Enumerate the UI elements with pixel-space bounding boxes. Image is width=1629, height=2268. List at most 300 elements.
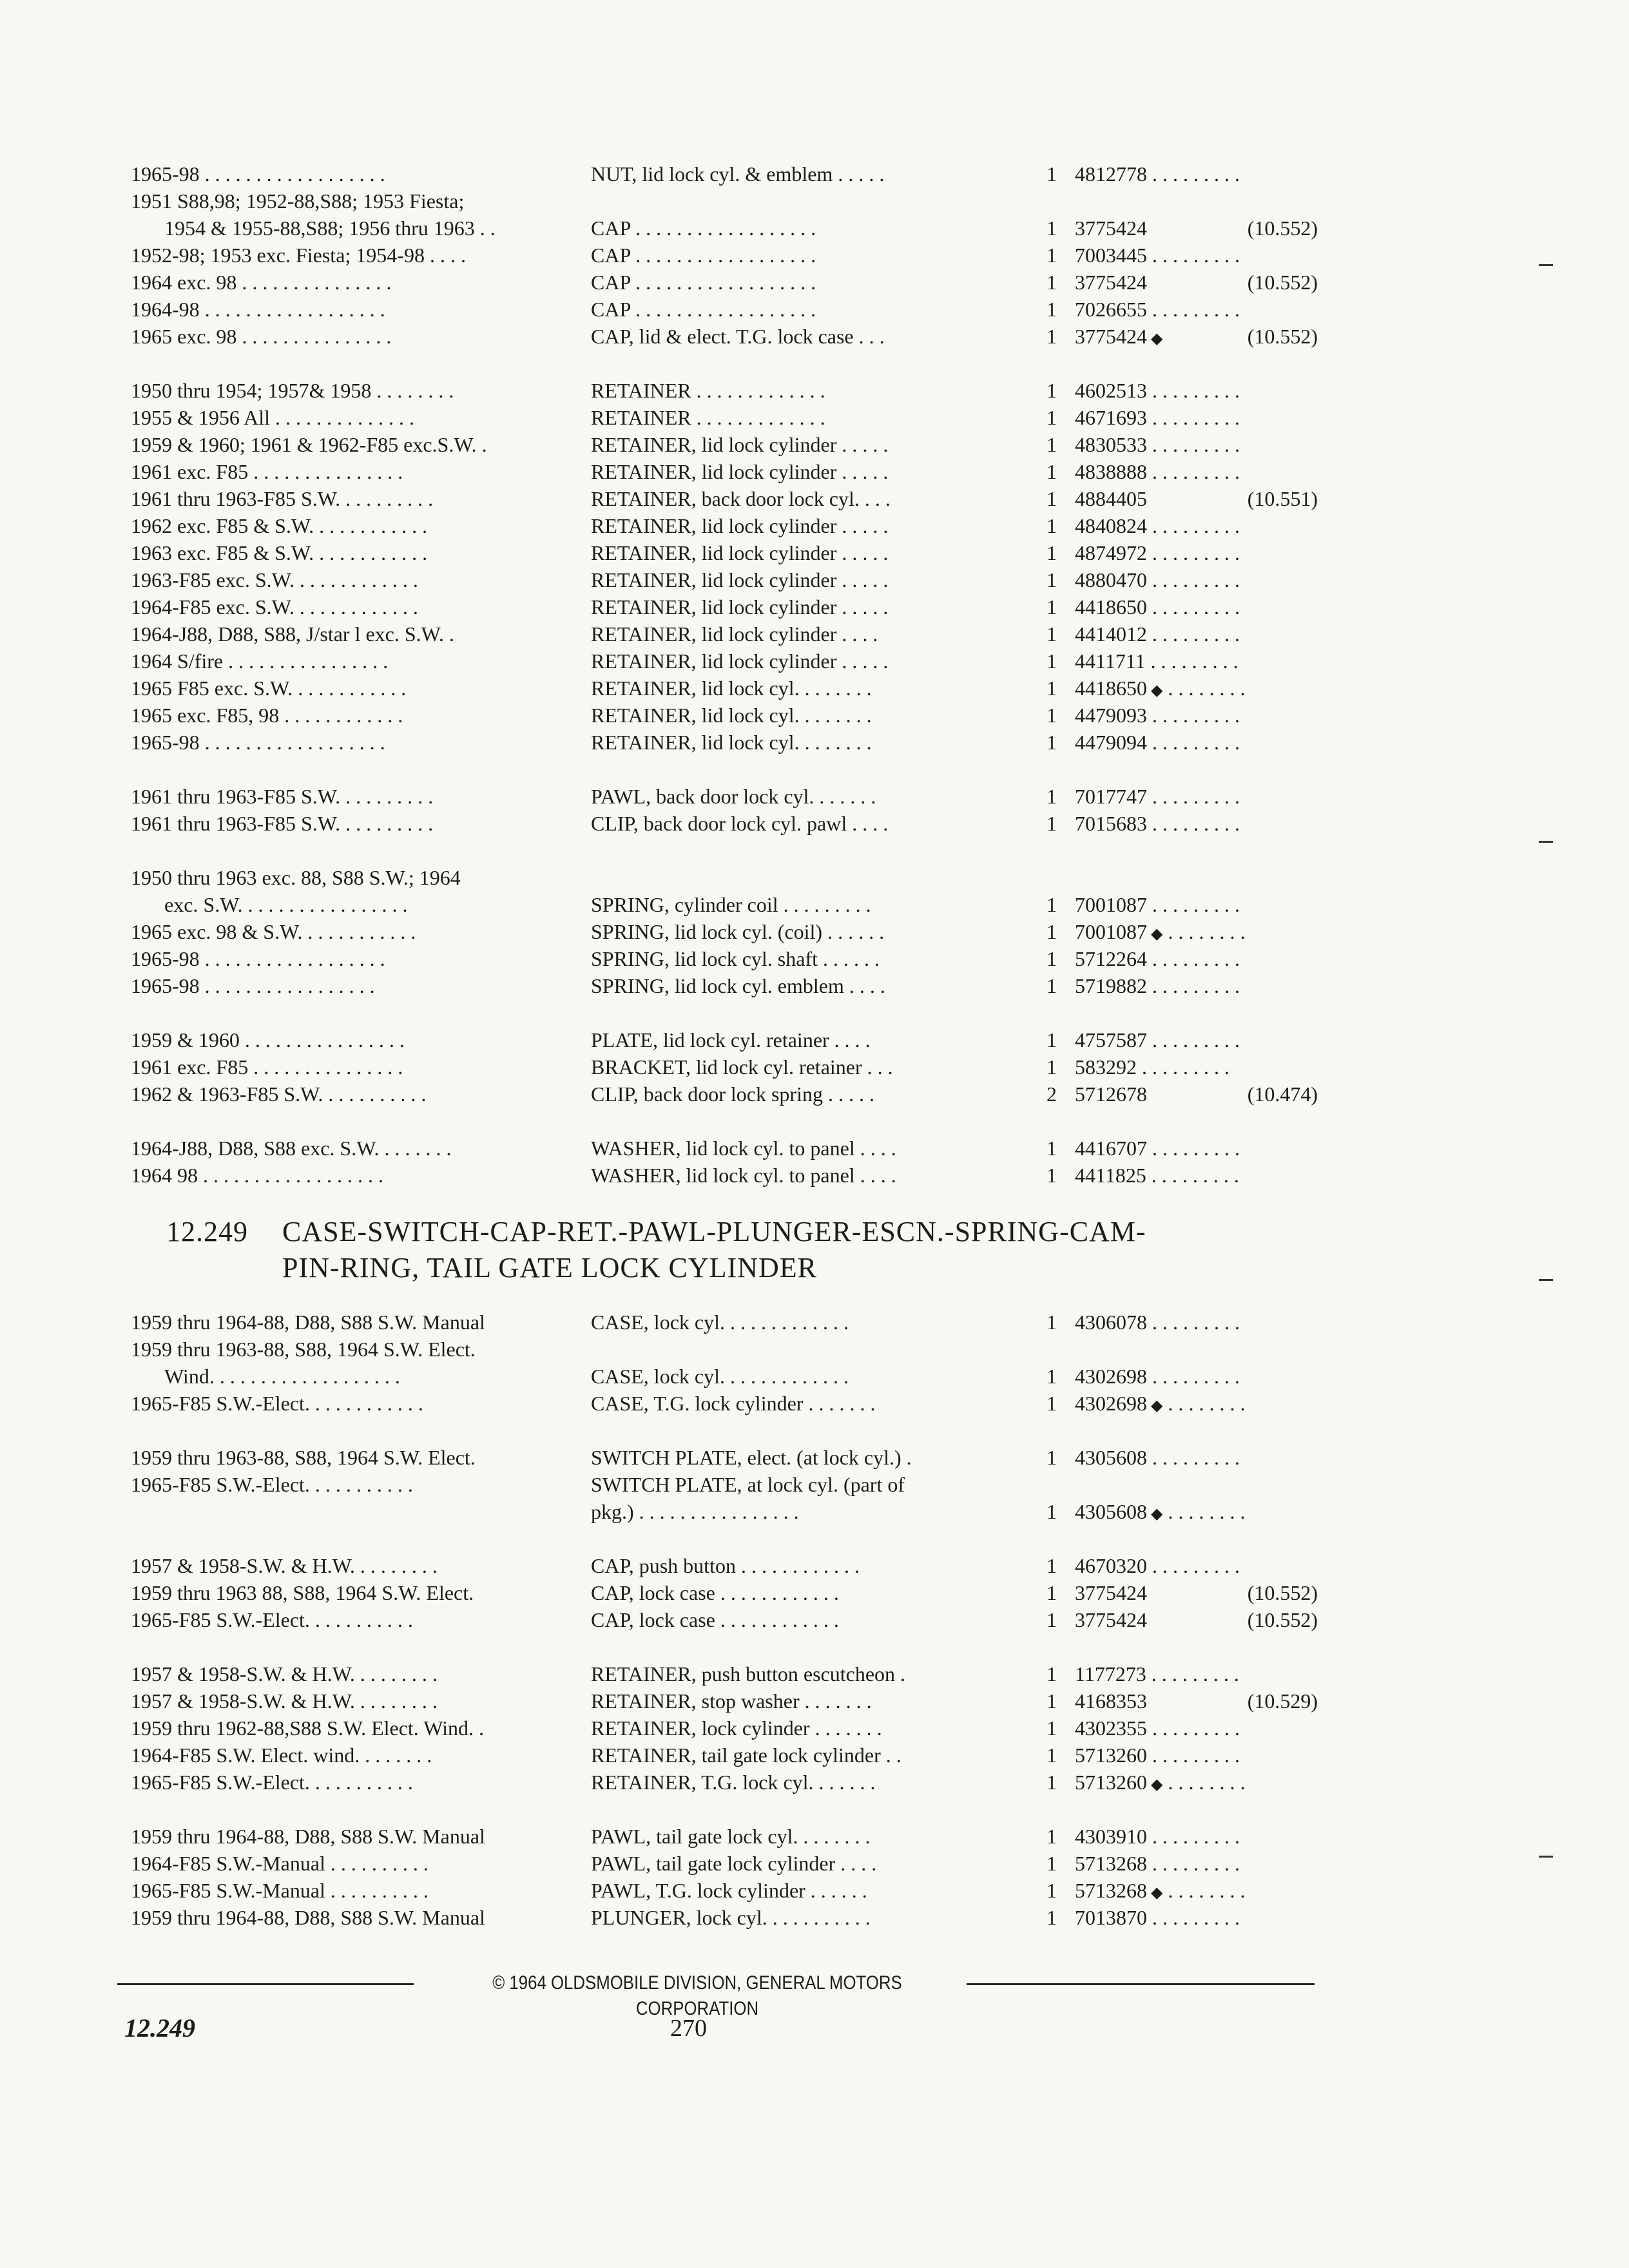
quantity: 1 <box>1046 1716 1057 1740</box>
quantity: 1 <box>1046 541 1057 564</box>
part-number-text: 7001087 <box>1075 920 1147 943</box>
part-description: CAP, push button . . . . . . . . . . . . <box>591 1554 860 1577</box>
part-number <box>1075 540 1315 566</box>
part-description: RETAINER, lid lock cylinder . . . . . <box>591 595 889 619</box>
application-text: 1965-98 . . . . . . . . . . . . . . . . . <box>131 974 375 997</box>
part-description: RETAINER, lid lock cylinder . . . . . <box>591 541 889 564</box>
part-description: SWITCH PLATE, at lock cyl. (part of <box>591 1473 905 1496</box>
margin-tick <box>1539 1279 1553 1281</box>
parts-row <box>0 1336 1629 1362</box>
parts-row <box>0 567 1629 593</box>
quantity: 1 <box>1046 1744 1057 1767</box>
part-number <box>1075 892 1315 918</box>
part-description: CAP . . . . . . . . . . . . . . . . . . <box>591 298 816 321</box>
part-number-text: 4880470 . . . . . . . . . <box>1075 568 1240 591</box>
parts-row <box>0 675 1629 701</box>
quantity: 1 <box>1046 568 1057 591</box>
part-number-text: 5712678 <box>1075 1082 1147 1106</box>
part-number-text: 4874972 . . . . . . . . . <box>1075 541 1240 564</box>
quantity: 1 <box>1046 1771 1057 1794</box>
parts-row <box>0 540 1629 566</box>
application-text: 1965-F85 S.W.-Elect. . . . . . . . . . . <box>131 1608 413 1631</box>
part-description: RETAINER, lid lock cyl. . . . . . . . <box>591 731 872 754</box>
part-number-text: 4416707 . . . . . . . . . <box>1075 1137 1240 1160</box>
part-number-text: 4602513 . . . . . . . . . <box>1075 379 1240 402</box>
parts-row <box>0 1135 1629 1161</box>
parts-row <box>0 1390 1629 1416</box>
part-number <box>1075 432 1315 457</box>
parts-row <box>0 405 1629 430</box>
reference-section: (10.552) <box>1221 269 1318 295</box>
part-number <box>1075 729 1315 755</box>
diamond-marker-icon: ◆ <box>1147 926 1163 943</box>
quantity: 1 <box>1046 1581 1057 1604</box>
part-number <box>1075 1054 1315 1080</box>
reference-section: (10.474) <box>1221 1081 1318 1107</box>
part-number <box>1075 513 1315 539</box>
margin-tick <box>1539 264 1553 266</box>
quantity: 1 <box>1046 1311 1057 1334</box>
part-number <box>1075 242 1315 268</box>
application-text: 1965-98 . . . . . . . . . . . . . . . . . . <box>131 162 385 186</box>
part-number-text: 7015683 . . . . . . . . . <box>1075 812 1240 835</box>
quantity: 1 <box>1046 487 1057 510</box>
application-text: 1957 & 1958-S.W. & H.W. . . . . . . . . <box>131 1662 438 1686</box>
quantity: 1 <box>1046 785 1057 808</box>
reference-section: (10.552) <box>1221 323 1318 349</box>
parts-row <box>0 729 1629 755</box>
parts-row <box>0 459 1629 485</box>
part-number-text: 4305608 . . . . . . . . . <box>1075 1446 1240 1469</box>
part-description: NUT, lid lock cyl. & emblem . . . . . <box>591 162 885 186</box>
part-number <box>1075 1162 1315 1188</box>
application-text: 1962 & 1963-F85 S.W. . . . . . . . . . . <box>131 1082 427 1106</box>
parts-row <box>0 1715 1629 1741</box>
section-title-line-2: PIN-RING, TAIL GATE LOCK CYLINDER <box>282 1252 817 1283</box>
part-description: SPRING, lid lock cyl. emblem . . . . <box>591 974 885 997</box>
part-number <box>1075 1553 1315 1579</box>
parts-row <box>0 702 1629 728</box>
application-text: exc. S.W. . . . . . . . . . . . . . . . . <box>164 893 408 916</box>
footer-section-ref: 12.249 <box>124 2013 195 2042</box>
reference-section: (10.551) <box>1221 486 1318 512</box>
application-text: 1957 & 1958-S.W. & H.W. . . . . . . . . <box>131 1554 438 1577</box>
part-description: CLIP, back door lock cyl. pawl . . . . <box>591 812 889 835</box>
parts-row <box>0 486 1629 512</box>
parts-row <box>0 161 1629 187</box>
parts-row <box>0 594 1629 620</box>
part-number-text: 7003445 . . . . . . . . . <box>1075 244 1240 267</box>
quantity: 1 <box>1046 1164 1057 1187</box>
application-text: Wind. . . . . . . . . . . . . . . . . . . <box>164 1365 400 1388</box>
quantity: 1 <box>1046 244 1057 267</box>
application-text: 1950 thru 1963 exc. 88, S88 S.W.; 1964 <box>131 866 461 889</box>
reference-section: (10.552) <box>1221 1607 1318 1633</box>
diamond-marker-icon: ◆ <box>1147 682 1163 699</box>
part-number-text: 4479093 . . . . . . . . . <box>1075 704 1240 727</box>
part-description: RETAINER . . . . . . . . . . . . . <box>591 406 825 429</box>
leader-dots: . . . . . . . . <box>1162 677 1246 700</box>
part-description: PLUNGER, lock cyl. . . . . . . . . . . <box>591 1906 871 1929</box>
part-number-text: 5713268 . . . . . . . . . <box>1075 1852 1240 1875</box>
parts-row <box>0 1607 1629 1633</box>
part-number <box>1075 1309 1315 1335</box>
quantity: 1 <box>1046 1662 1057 1686</box>
part-number <box>1075 811 1315 836</box>
quantity: 1 <box>1046 298 1057 321</box>
parts-row <box>0 1661 1629 1687</box>
application-text: 1964-F85 S.W.-Manual . . . . . . . . . . <box>131 1852 429 1875</box>
part-number <box>1075 1363 1315 1389</box>
part-number <box>1075 459 1315 485</box>
quantity: 1 <box>1046 812 1057 835</box>
footer-rule-right <box>967 1983 1315 1985</box>
part-description: RETAINER, lid lock cylinder . . . . . <box>591 649 889 673</box>
parts-row <box>0 1553 1629 1579</box>
parts-row <box>0 783 1629 809</box>
quantity: 1 <box>1046 1554 1057 1577</box>
quantity: 1 <box>1046 406 1057 429</box>
part-number <box>1075 946 1315 972</box>
quantity: 1 <box>1046 1365 1057 1388</box>
part-number-text: 4411711 . . . . . . . . . <box>1075 649 1239 673</box>
quantity: 1 <box>1046 216 1057 240</box>
application-text: 1959 & 1960; 1961 & 1962-F85 exc.S.W. . <box>131 433 487 456</box>
part-number-text: 4302698 . . . . . . . . . <box>1075 1365 1240 1388</box>
quantity: 1 <box>1046 1028 1057 1052</box>
part-description: RETAINER, lid lock cylinder . . . . . <box>591 514 889 537</box>
parts-row <box>0 811 1629 836</box>
part-number <box>1075 296 1315 322</box>
part-number <box>1075 1027 1315 1053</box>
part-description: SPRING, cylinder coil . . . . . . . . . <box>591 893 871 916</box>
part-number <box>1075 161 1315 187</box>
part-description: PAWL, T.G. lock cylinder . . . . . . <box>591 1879 867 1902</box>
part-number-text: 4418650 . . . . . . . . . <box>1075 595 1240 619</box>
parts-row <box>0 1580 1629 1606</box>
parts-row <box>0 242 1629 268</box>
parts-row <box>0 1445 1629 1470</box>
application-text: 1959 thru 1963-88, S88, 1964 S.W. Elect. <box>131 1446 476 1469</box>
part-description: PAWL, back door lock cyl. . . . . . . <box>591 785 876 808</box>
part-number <box>1075 1445 1315 1470</box>
part-description: PAWL, tail gate lock cyl. . . . . . . . <box>591 1825 871 1848</box>
application-text: 1964 S/fire . . . . . . . . . . . . . . . . <box>131 649 389 673</box>
part-description: RETAINER, push button escutcheon . <box>591 1662 906 1686</box>
part-description: RETAINER, lid lock cylinder . . . . . <box>591 568 889 591</box>
quantity: 1 <box>1046 1879 1057 1902</box>
quantity: 1 <box>1046 1055 1057 1079</box>
part-number <box>1075 567 1315 593</box>
parts-row <box>0 215 1629 241</box>
part-description: CAP . . . . . . . . . . . . . . . . . . <box>591 216 816 240</box>
part-description: RETAINER, lid lock cyl. . . . . . . . <box>591 704 872 727</box>
leader-dots: . . . . . . . . <box>1162 1879 1246 1902</box>
part-number-text: 3775424 <box>1075 325 1147 348</box>
application-text: 1961 exc. F85 . . . . . . . . . . . . . . . <box>131 1055 403 1079</box>
part-description: CLIP, back door lock spring . . . . . <box>591 1082 874 1106</box>
part-number-text: 5719882 . . . . . . . . . <box>1075 974 1240 997</box>
part-number-text: 4670320 . . . . . . . . . <box>1075 1554 1240 1577</box>
part-number-text: 5713260 . . . . . . . . . <box>1075 1744 1240 1767</box>
application-text: 1962 exc. F85 & S.W. . . . . . . . . . . . <box>131 514 428 537</box>
part-description: CAP . . . . . . . . . . . . . . . . . . <box>591 244 816 267</box>
parts-row <box>0 296 1629 322</box>
application-text: 1961 thru 1963-F85 S.W. . . . . . . . . . <box>131 812 434 835</box>
quantity: 1 <box>1046 595 1057 619</box>
application-text: 1964 98 . . . . . . . . . . . . . . . . . . <box>131 1164 383 1187</box>
part-description: WASHER, lid lock cyl. to panel . . . . <box>591 1137 896 1160</box>
application-text: 1959 thru 1963 88, S88, 1964 S.W. Elect. <box>131 1581 474 1604</box>
part-description: RETAINER, tail gate lock cylinder . . <box>591 1744 901 1767</box>
application-text: 1965-98 . . . . . . . . . . . . . . . . . . <box>131 947 385 970</box>
quantity: 1 <box>1046 1906 1057 1929</box>
part-number-text: 7013870 . . . . . . . . . <box>1075 1906 1240 1929</box>
part-number-text: 4838888 . . . . . . . . . <box>1075 460 1240 483</box>
leader-dots: . . . . . . . . <box>1162 1771 1246 1794</box>
part-number <box>1075 1661 1315 1687</box>
parts-row <box>0 621 1629 647</box>
application-text: 1965-F85 S.W.-Elect. . . . . . . . . . . <box>131 1473 413 1496</box>
parts-row <box>0 188 1629 214</box>
part-number-text: 4840824 . . . . . . . . . <box>1075 514 1240 537</box>
part-number-text: 5713268 <box>1075 1879 1147 1902</box>
margin-tick <box>1539 841 1553 843</box>
part-description: CAP, lid & elect. T.G. lock case . . . <box>591 325 885 348</box>
part-number-text: 4418650 <box>1075 677 1147 700</box>
parts-row <box>0 865 1629 890</box>
part-number <box>1075 973 1315 999</box>
quantity: 1 <box>1046 731 1057 754</box>
quantity: 1 <box>1046 379 1057 402</box>
part-description: PLATE, lid lock cyl. retainer . . . . <box>591 1028 871 1052</box>
part-number <box>1075 1715 1315 1741</box>
part-number-text: 4414012 . . . . . . . . . <box>1075 622 1240 646</box>
application-text: 1950 thru 1954; 1957& 1958 . . . . . . . . <box>131 379 454 402</box>
application-text: 1959 & 1960 . . . . . . . . . . . . . . . . <box>131 1028 405 1052</box>
parts-row <box>0 513 1629 539</box>
reference-section: (10.552) <box>1221 215 1318 241</box>
part-number-text: 4812778 . . . . . . . . . <box>1075 162 1240 186</box>
part-description: pkg.) . . . . . . . . . . . . . . . . <box>591 1500 799 1523</box>
application-text: 1965 exc. 98 . . . . . . . . . . . . . . . <box>131 325 392 348</box>
parts-row <box>0 1363 1629 1389</box>
parts-row <box>0 1769 1629 1795</box>
parts-row <box>0 1742 1629 1768</box>
part-description: CAP . . . . . . . . . . . . . . . . . . <box>591 271 816 294</box>
parts-row <box>0 1823 1629 1849</box>
parts-row <box>0 432 1629 457</box>
parts-row <box>0 1905 1629 1930</box>
part-description: WASHER, lid lock cyl. to panel . . . . <box>591 1164 896 1187</box>
parts-row <box>0 892 1629 918</box>
diamond-marker-icon: ◆ <box>1147 1506 1163 1523</box>
part-number <box>1075 1499 1315 1527</box>
part-number-text: 4168353 <box>1075 1689 1147 1713</box>
application-text: 1964 exc. 98 . . . . . . . . . . . . . . . <box>131 271 392 294</box>
application-text: 1951 S88,98; 1952-88,S88; 1953 Fiesta; <box>131 189 465 213</box>
application-text: 1964-J88, D88, S88, J/star l exc. S.W. . <box>131 622 454 646</box>
part-number <box>1075 1823 1315 1849</box>
part-description: RETAINER . . . . . . . . . . . . . <box>591 379 825 402</box>
section-title-line-1: CASE-SWITCH-CAP-RET.-PAWL-PLUNGER-ESCN.-SPRING-CAM- <box>282 1216 1146 1247</box>
application-text: 1961 thru 1963-F85 S.W. . . . . . . . . . <box>131 785 434 808</box>
application-text: 1965 exc. 98 & S.W. . . . . . . . . . . . <box>131 920 416 943</box>
margin-tick <box>1539 1856 1553 1858</box>
application-text: 1955 & 1956 All . . . . . . . . . . . . . . <box>131 406 415 429</box>
part-number-text: 4479094 . . . . . . . . . <box>1075 731 1240 754</box>
parts-row <box>0 1688 1629 1714</box>
part-description: RETAINER, lock cylinder . . . . . . . <box>591 1716 882 1740</box>
application-text: 1959 thru 1964-88, D88, S88 S.W. Manual <box>131 1311 485 1334</box>
part-description: PAWL, tail gate lock cylinder . . . . <box>591 1852 877 1875</box>
parts-row <box>0 269 1629 295</box>
part-number-text: 4305608 <box>1075 1500 1147 1523</box>
quantity: 1 <box>1046 1608 1057 1631</box>
quantity: 1 <box>1046 1825 1057 1848</box>
application-text: 1964-98 . . . . . . . . . . . . . . . . . . <box>131 298 385 321</box>
quantity: 1 <box>1046 433 1057 456</box>
part-number-text: 7017747 . . . . . . . . . <box>1075 785 1240 808</box>
parts-row <box>0 323 1629 349</box>
application-text: 1965-98 . . . . . . . . . . . . . . . . . . <box>131 731 385 754</box>
parts-row <box>0 648 1629 674</box>
part-number <box>1075 1878 1315 1906</box>
part-number <box>1075 702 1315 728</box>
part-number <box>1075 1135 1315 1161</box>
parts-row <box>0 1499 1629 1524</box>
quantity: 1 <box>1046 1852 1057 1875</box>
part-description: CAP, lock case . . . . . . . . . . . . <box>591 1581 839 1604</box>
parts-row <box>0 973 1629 999</box>
part-number-text: 4302698 <box>1075 1392 1147 1415</box>
leader-dots: . . . . . . . . <box>1162 1392 1246 1415</box>
quantity: 1 <box>1046 1500 1057 1523</box>
page-number: 270 <box>670 2015 707 2042</box>
part-description: RETAINER, lid lock cylinder . . . . . <box>591 433 889 456</box>
quantity: 2 <box>1046 1082 1057 1106</box>
part-number-text: 4303910 . . . . . . . . . <box>1075 1825 1240 1848</box>
application-text: 1952-98; 1953 exc. Fiesta; 1954-98 . . . . <box>131 244 466 267</box>
parts-row <box>0 1162 1629 1188</box>
application-text: 1959 thru 1964-88, D88, S88 S.W. Manual <box>131 1906 485 1929</box>
quantity: 1 <box>1046 1392 1057 1415</box>
part-number-text: 3775424 <box>1075 271 1147 294</box>
application-text: 1964-F85 exc. S.W. . . . . . . . . . . . . <box>131 595 418 619</box>
leader-dots: . . . . . . . . <box>1162 1500 1246 1523</box>
part-number <box>1075 1769 1315 1798</box>
part-description: SWITCH PLATE, elect. (at lock cyl.) . <box>591 1446 912 1469</box>
part-description: BRACKET, lid lock cyl. retainer . . . <box>591 1055 893 1079</box>
diamond-marker-icon: ◆ <box>1147 331 1163 347</box>
part-number-text: 3775424 <box>1075 1608 1147 1631</box>
part-number-text: 4302355 . . . . . . . . . <box>1075 1716 1240 1740</box>
quantity: 1 <box>1046 893 1057 916</box>
quantity: 1 <box>1046 649 1057 673</box>
quantity: 1 <box>1046 1137 1057 1160</box>
part-description: SPRING, lid lock cyl. (coil) . . . . . . <box>591 920 885 943</box>
part-number <box>1075 378 1315 403</box>
application-text: 1965-F85 S.W.-Elect. . . . . . . . . . . <box>131 1771 413 1794</box>
quantity: 1 <box>1046 704 1057 727</box>
application-text: 1965 F85 exc. S.W. . . . . . . . . . . . <box>131 677 407 700</box>
part-number-text: 4411825 . . . . . . . . . <box>1075 1164 1239 1187</box>
application-text: 1963 exc. F85 & S.W. . . . . . . . . . . . <box>131 541 428 564</box>
application-text: 1965-F85 S.W.-Elect. . . . . . . . . . . . <box>131 1392 423 1415</box>
parts-row <box>0 1309 1629 1335</box>
application-text: 1963-F85 exc. S.W. . . . . . . . . . . . . <box>131 568 418 591</box>
diamond-marker-icon: ◆ <box>1147 1885 1163 1901</box>
part-description: SPRING, lid lock cyl. shaft . . . . . . <box>591 947 880 970</box>
footer-rule-left <box>117 1983 414 1985</box>
part-number-text: 1177273 . . . . . . . . . <box>1075 1662 1239 1686</box>
part-number-text: 4671693 . . . . . . . . . <box>1075 406 1240 429</box>
parts-row <box>0 946 1629 972</box>
part-number-text: 583292 . . . . . . . . . <box>1075 1055 1229 1079</box>
reference-section: (10.552) <box>1221 1580 1318 1606</box>
part-number <box>1075 621 1315 647</box>
application-text: 1964-F85 S.W. Elect. wind. . . . . . . . <box>131 1744 432 1767</box>
part-description: CASE, T.G. lock cylinder . . . . . . . <box>591 1392 876 1415</box>
parts-row <box>0 1081 1629 1107</box>
diamond-marker-icon: ◆ <box>1147 1776 1163 1793</box>
reference-section: (10.529) <box>1221 1688 1318 1714</box>
part-number <box>1075 675 1315 704</box>
part-number-text: 4306078 . . . . . . . . . <box>1075 1311 1240 1334</box>
quantity: 1 <box>1046 460 1057 483</box>
part-number <box>1075 648 1315 674</box>
application-text: 1957 & 1958-S.W. & H.W. . . . . . . . . <box>131 1689 438 1713</box>
parts-row <box>0 1027 1629 1053</box>
quantity: 1 <box>1046 947 1057 970</box>
part-description: CASE, lock cyl. . . . . . . . . . . . . <box>591 1365 849 1388</box>
application-text: 1959 thru 1962-88,S88 S.W. Elect. Wind. . <box>131 1716 485 1740</box>
part-description: RETAINER, lid lock cyl. . . . . . . . <box>591 677 872 700</box>
quantity: 1 <box>1046 920 1057 943</box>
part-number-text: 5713260 <box>1075 1771 1147 1794</box>
part-number <box>1075 405 1315 430</box>
quantity: 1 <box>1046 1689 1057 1713</box>
part-number <box>1075 783 1315 809</box>
quantity: 1 <box>1046 325 1057 348</box>
application-text: 1965 exc. F85, 98 . . . . . . . . . . . . <box>131 704 403 727</box>
part-number <box>1075 1905 1315 1930</box>
part-description: CAP, lock case . . . . . . . . . . . . <box>591 1608 839 1631</box>
quantity: 1 <box>1046 974 1057 997</box>
part-description: RETAINER, stop washer . . . . . . . <box>591 1689 872 1713</box>
application-text: 1959 thru 1964-88, D88, S88 S.W. Manual <box>131 1825 485 1848</box>
quantity: 1 <box>1046 514 1057 537</box>
part-number <box>1075 594 1315 620</box>
quantity: 1 <box>1046 677 1057 700</box>
part-number <box>1075 1390 1315 1419</box>
application-text: 1964-J88, D88, S88 exc. S.W. . . . . . . . <box>131 1137 452 1160</box>
part-number-text: 5712264 . . . . . . . . . <box>1075 947 1240 970</box>
leader-dots: . . . . . . . . <box>1162 920 1246 943</box>
part-number <box>1075 1850 1315 1876</box>
application-text: 1961 thru 1963-F85 S.W. . . . . . . . . . <box>131 487 434 510</box>
part-number-text: 4757587 . . . . . . . . . <box>1075 1028 1240 1052</box>
part-number <box>1075 919 1315 947</box>
parts-row <box>0 1054 1629 1080</box>
part-number-text: 4830533 . . . . . . . . . <box>1075 433 1240 456</box>
part-description: RETAINER, back door lock cyl. . . . <box>591 487 891 510</box>
diamond-marker-icon: ◆ <box>1147 1398 1163 1414</box>
part-description: RETAINER, lid lock cylinder . . . . <box>591 622 878 646</box>
quantity: 1 <box>1046 271 1057 294</box>
application-text: 1961 exc. F85 . . . . . . . . . . . . . . . <box>131 460 403 483</box>
part-number <box>1075 1742 1315 1768</box>
